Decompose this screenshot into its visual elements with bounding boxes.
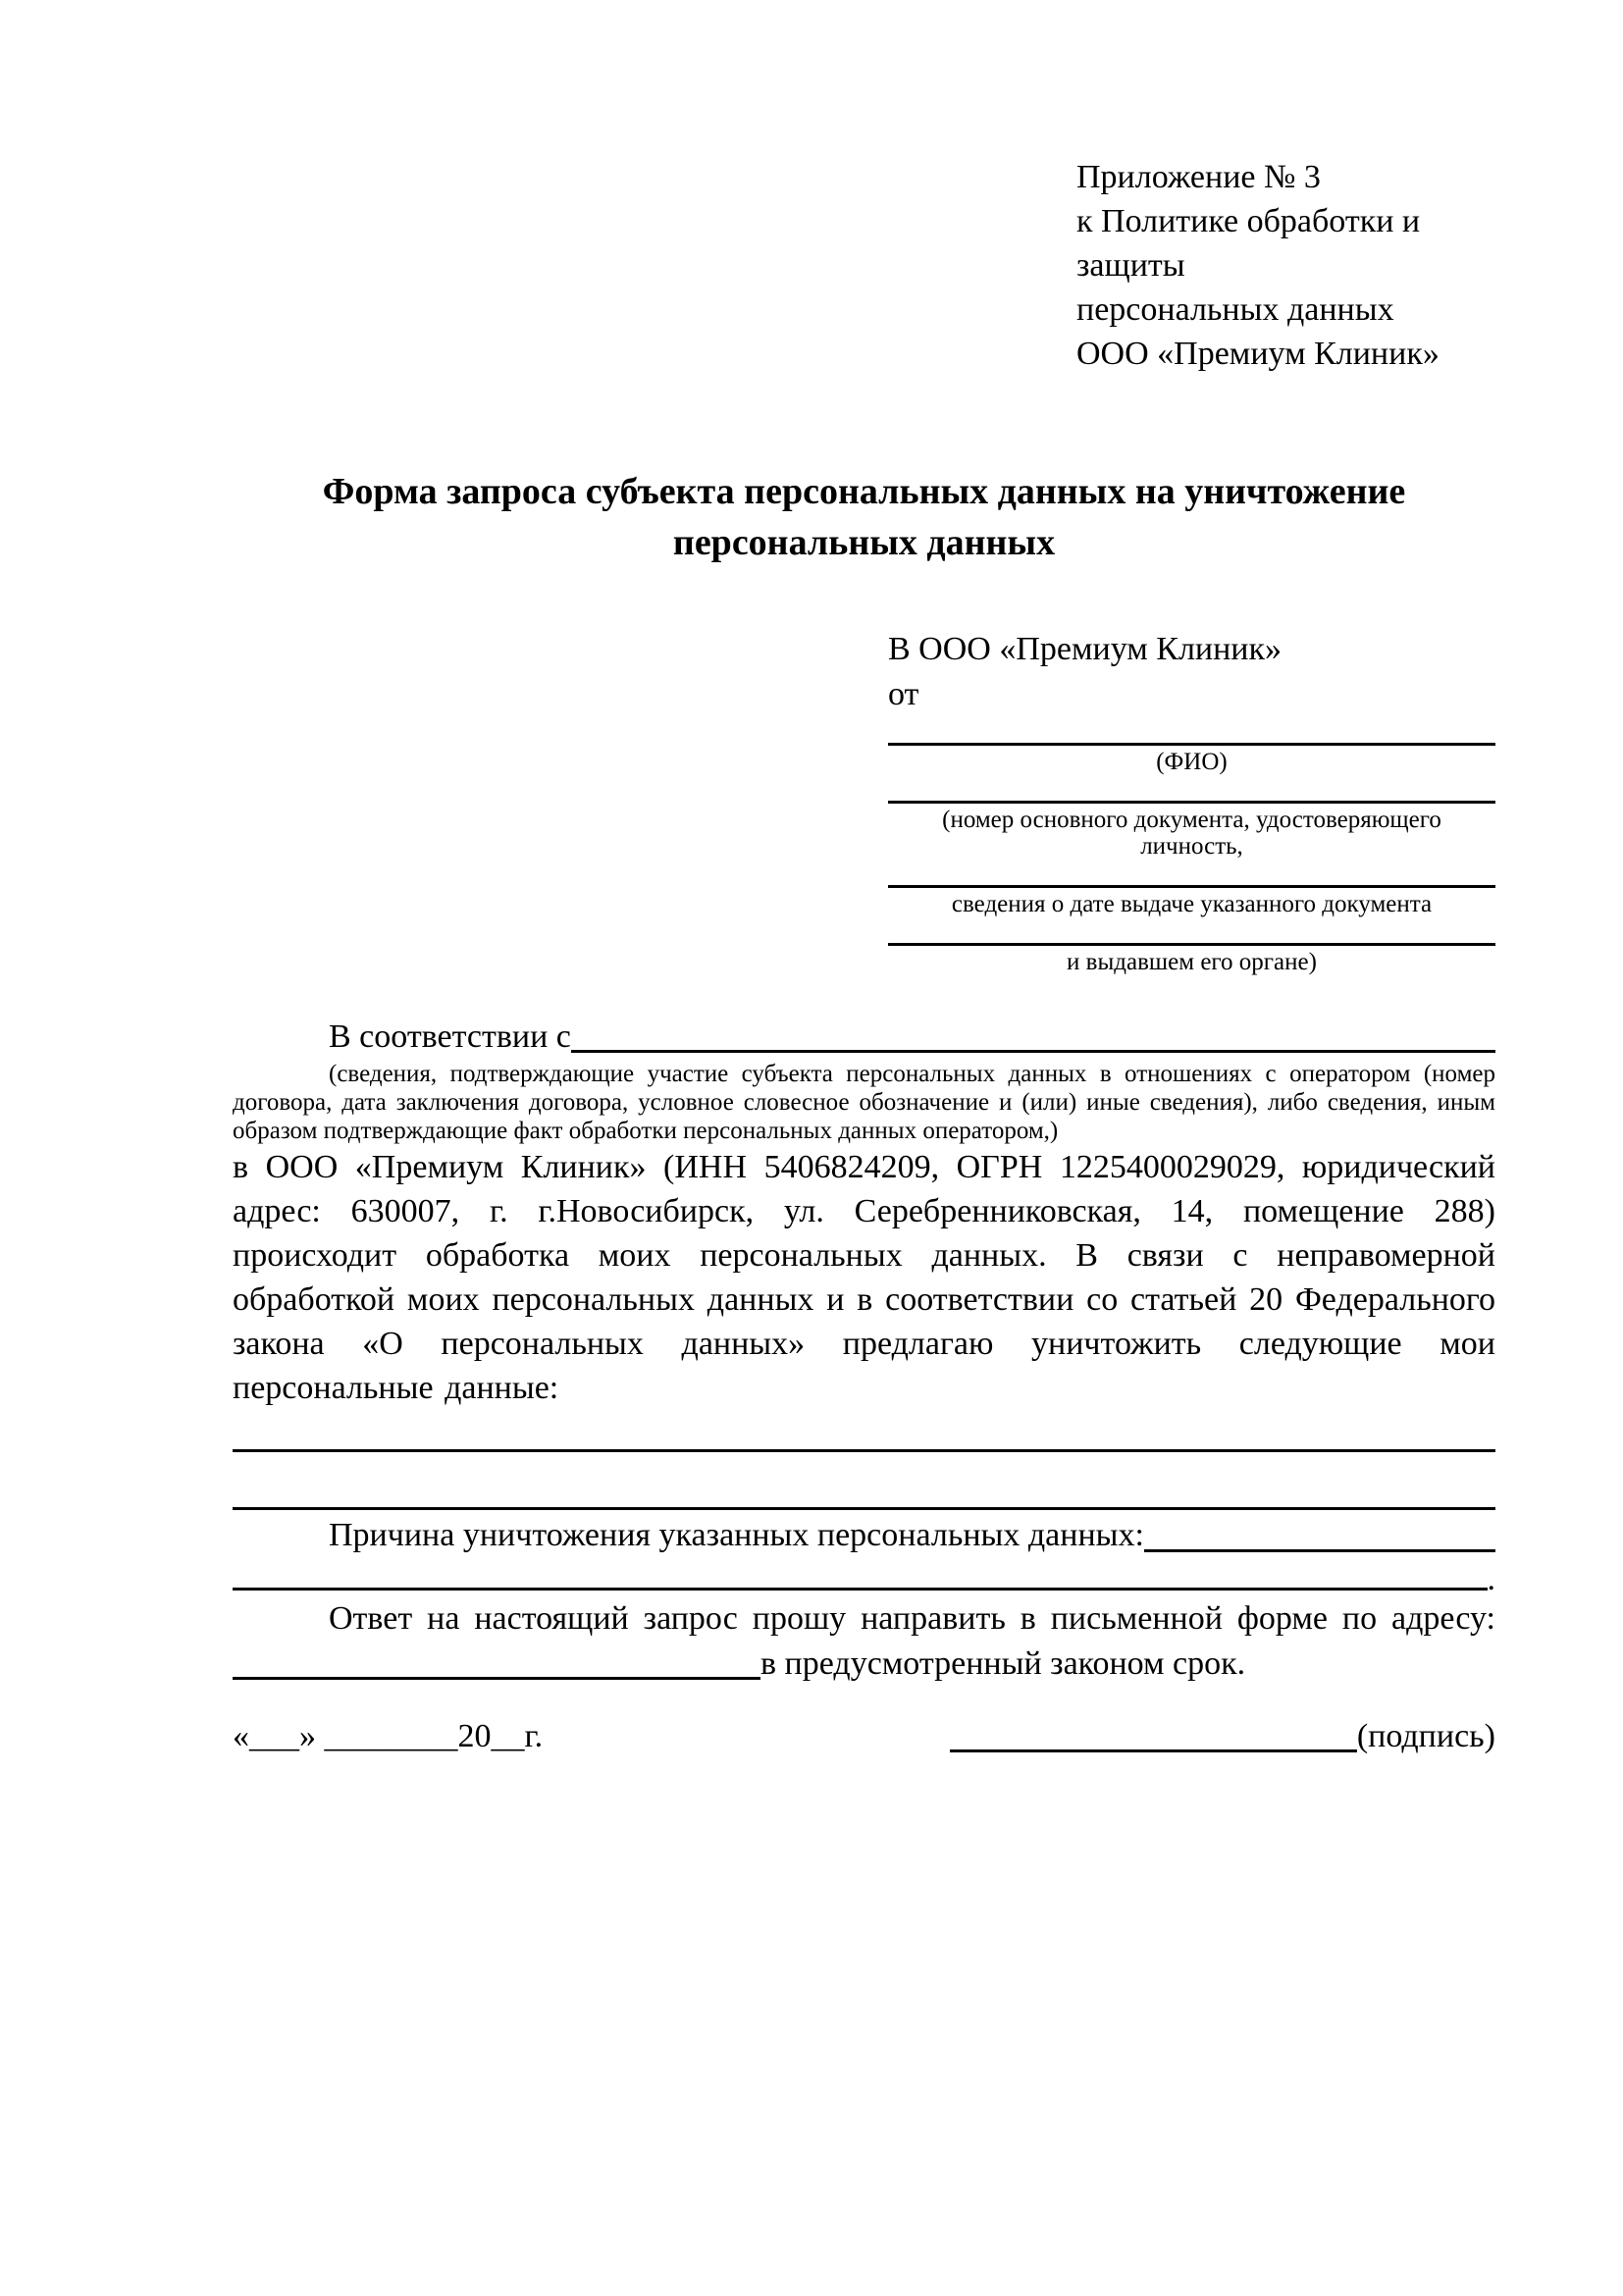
document-title-line: Форма запроса субъекта персональных данных на уничтожение <box>322 471 1406 512</box>
accordance-row <box>233 1015 1495 1060</box>
addressee-to: В ООО «Премиум Клиник» <box>888 631 1283 667</box>
addressee-from: от <box>888 676 919 712</box>
reason-continuation-blank-line <box>233 1588 1488 1591</box>
accordance-prefix: В соответствии с <box>329 1018 571 1055</box>
main-paragraph: в ООО «Премиум Клиник» (ИНН 5406824209, ОГРН 1225400029029, юридический адрес: 630007, г. г.Новосибирск, ул. Серебренниковская, 14, помещение 288) происходит обработка моих персональных данных. В связи с неправомерной обработкой моих персональных данных и в соответствии со статьей 20 Федерального закона «О персональных данных» предлагаю уничтожить следующие мои персональные данные: <box>233 1149 1495 1406</box>
issue-date-blank-line <box>888 885 1495 888</box>
date-blank: «___» ________20__г. <box>233 1718 544 1754</box>
appendix-header-line: персональных данных <box>1076 291 1394 328</box>
document-title <box>233 466 1495 568</box>
fio-blank-line <box>888 743 1495 746</box>
appendix-header-line: к Политике обработки и защиты <box>1076 203 1421 284</box>
personal-data-blank-line-2 <box>233 1507 1495 1510</box>
issuing-authority-blank-line <box>888 943 1495 946</box>
document-title-line: персональных данных <box>672 522 1056 563</box>
signature-label: (подпись) <box>1356 1718 1495 1754</box>
signature-area <box>950 1714 1495 1759</box>
reply-address-blank-line <box>233 1677 760 1680</box>
line-terminator: . <box>1487 1561 1495 1597</box>
issuing-authority-field-label: и выдавшем его органе) <box>1067 949 1317 975</box>
appendix-header <box>1076 155 1495 376</box>
document-number-field-label: (номер основного документа, удостоверяющего личность, <box>942 807 1441 860</box>
appendix-header-line: ООО «Премиум Клиник» <box>1076 336 1440 372</box>
reply-address-row <box>233 1642 1495 1687</box>
document-number-blank-line <box>888 801 1495 804</box>
addressee-block <box>888 627 1495 975</box>
reply-suffix: в предусмотренный законом срок. <box>760 1645 1246 1682</box>
accordance-note: (сведения, подтверждающие участие субъекта персональных данных в отношениях с оператором (номер договора, дата заключения договора, условное словесное обозначение и (или) иные сведения), либо сведения, иным образом подтверждающие факт обработки персональных данных оператором,) <box>233 1061 1495 1144</box>
reply-request: Ответ на настоящий запрос прошу направить в письменной форме по адресу: <box>329 1600 1495 1637</box>
reason-blank-line <box>1144 1549 1495 1552</box>
signature-blank-line <box>950 1749 1357 1752</box>
document-number-field <box>888 801 1495 860</box>
date-signature-row <box>233 1714 1495 1759</box>
personal-data-blank-line-1 <box>233 1449 1495 1452</box>
fio-field <box>888 743 1495 775</box>
reason-row <box>233 1512 1495 1559</box>
reason-continuation-row <box>233 1559 1495 1596</box>
document-content <box>233 155 1495 1759</box>
accordance-blank-line <box>571 1050 1495 1053</box>
issuing-authority-field <box>888 943 1495 975</box>
reason-label: Причина уничтожения указанных персональных данных: <box>329 1517 1144 1553</box>
fio-field-label: (ФИО) <box>1156 749 1228 775</box>
issue-date-field <box>888 885 1495 917</box>
appendix-header-line: Приложение № 3 <box>1076 159 1321 195</box>
issue-date-field-label: сведения о дате выдаче указанного документа <box>951 891 1433 917</box>
